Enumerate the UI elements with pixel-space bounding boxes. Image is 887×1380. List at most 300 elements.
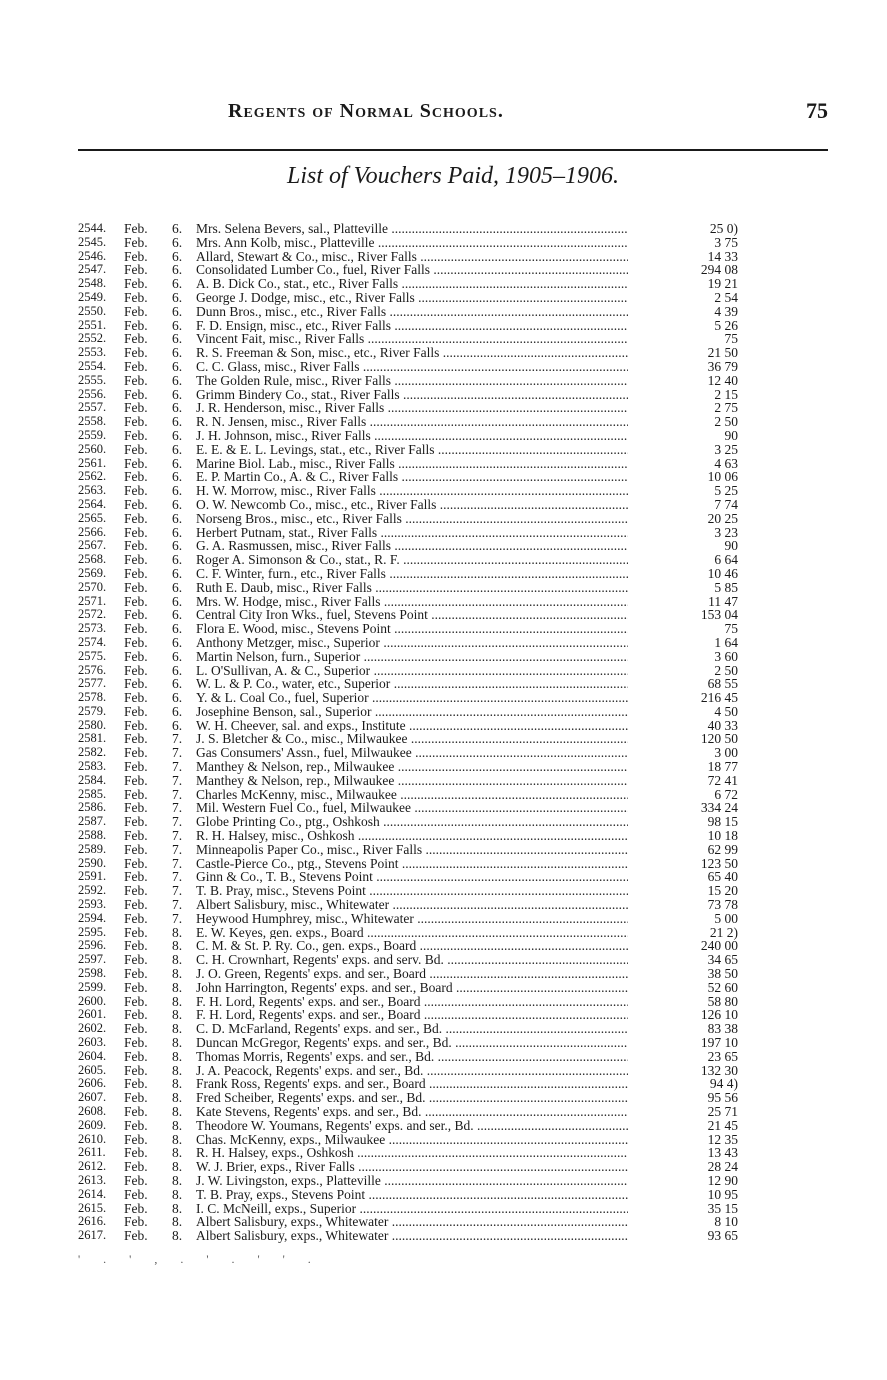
voucher-number: 2583.	[78, 759, 107, 774]
voucher-amount: 35 15	[707, 1200, 738, 1216]
voucher-description: F. H. Lord, Regents' exps. and ser., Board .....	[196, 1008, 628, 1022]
voucher-row	[78, 1050, 738, 1064]
voucher-day: 8.	[172, 952, 183, 968]
voucher-amount: 123 50	[700, 855, 738, 871]
voucher-description: Albert Salisbury, misc., Whitewater .....	[196, 898, 628, 912]
voucher-amount: 93 65	[707, 1228, 738, 1244]
voucher-description: Josephine Benson, sal., Superior .....	[196, 705, 628, 719]
voucher-month: Feb.	[124, 800, 148, 816]
voucher-month: Feb.	[124, 358, 148, 374]
voucher-row	[78, 774, 738, 788]
voucher-day: 6.	[172, 276, 183, 292]
voucher-number: 2606.	[78, 1076, 107, 1091]
voucher-day: 7.	[172, 772, 183, 788]
voucher-number: 2586.	[78, 800, 107, 815]
voucher-number: 2613.	[78, 1172, 107, 1187]
voucher-month: Feb.	[124, 469, 148, 485]
voucher-month: Feb.	[124, 676, 148, 692]
voucher-day: 8.	[172, 1159, 183, 1175]
voucher-month: Feb.	[124, 814, 148, 830]
voucher-description: Mrs. Selena Bevers, sal., Platteville .....	[196, 222, 628, 236]
voucher-month: Feb.	[124, 1048, 148, 1064]
voucher-amount: 62 99	[707, 841, 738, 857]
voucher-description: Mrs. Ann Kolb, misc., Platteville .....	[196, 236, 628, 250]
voucher-description: F. H. Lord, Regents' exps. and ser., Board .....	[196, 995, 628, 1009]
voucher-amount: 94 4)	[709, 1076, 738, 1092]
voucher-row	[78, 374, 738, 388]
voucher-amount: 6 72	[714, 786, 738, 802]
voucher-amount: 10 46	[707, 565, 738, 581]
voucher-description: J. R. Henderson, misc., River Falls .....	[196, 401, 628, 415]
voucher-number: 2576.	[78, 662, 107, 677]
voucher-amount: 5 00	[714, 910, 738, 926]
voucher-description: Marine Biol. Lab., misc., River Falls .....	[196, 457, 628, 471]
page-number: 75	[806, 98, 828, 123]
voucher-description: C. D. McFarland, Regents' exps. and ser., Bd. .....	[196, 1022, 628, 1036]
voucher-number: 2603.	[78, 1035, 107, 1050]
voucher-day: 6.	[172, 565, 183, 581]
voucher-number: 2573.	[78, 621, 107, 636]
voucher-month: Feb.	[124, 345, 148, 361]
voucher-amount: 21 50	[707, 345, 738, 361]
voucher-month: Feb.	[124, 607, 148, 623]
voucher-month: Feb.	[124, 1200, 148, 1216]
voucher-description: R. N. Jensen, misc., River Falls .....	[196, 415, 628, 429]
voucher-row	[78, 719, 738, 733]
voucher-amount: 90	[724, 427, 738, 443]
voucher-day: 6.	[172, 690, 183, 706]
voucher-amount: 3 25	[714, 441, 738, 457]
voucher-amount: 2 75	[714, 400, 738, 416]
voucher-day: 6.	[172, 386, 183, 402]
voucher-row	[78, 319, 738, 333]
voucher-row	[78, 788, 738, 802]
voucher-amount: 4 50	[714, 703, 738, 719]
voucher-amount: 95 56	[707, 1090, 738, 1106]
voucher-month: Feb.	[124, 276, 148, 292]
voucher-month: Feb.	[124, 400, 148, 416]
voucher-month: Feb.	[124, 524, 148, 540]
voucher-amount: 126 10	[700, 1007, 738, 1023]
voucher-number: 2602.	[78, 1021, 107, 1036]
voucher-description: Minneapolis Paper Co., misc., River Falls .....	[196, 843, 628, 857]
voucher-description: Grimm Bindery Co., stat., River Falls .....	[196, 388, 628, 402]
voucher-day: 7.	[172, 869, 183, 885]
voucher-day: 8.	[172, 1021, 183, 1037]
voucher-description: E. E. & E. L. Levings, stat., etc., River Falls .....	[196, 443, 628, 457]
voucher-month: Feb.	[124, 317, 148, 333]
voucher-month: Feb.	[124, 1117, 148, 1133]
voucher-amount: 83 38	[707, 1021, 738, 1037]
voucher-description: E. W. Keyes, gen. exps., Board .....	[196, 926, 628, 940]
voucher-row	[78, 967, 738, 981]
voucher-description: J. W. Livingston, exps., Platteville .....	[196, 1174, 628, 1188]
voucher-row	[78, 277, 738, 291]
voucher-amount: 3 75	[714, 234, 738, 250]
voucher-row	[78, 608, 738, 622]
voucher-number: 2593.	[78, 897, 107, 912]
voucher-row	[78, 926, 738, 940]
voucher-amount: 15 20	[707, 883, 738, 899]
voucher-row	[78, 829, 738, 843]
voucher-number: 2600.	[78, 993, 107, 1008]
voucher-row	[78, 898, 738, 912]
voucher-description: E. P. Martin Co., A. & C., River Falls .....	[196, 470, 628, 484]
voucher-amount: 7 74	[714, 496, 738, 512]
voucher-description: Thomas Morris, Regents' exps. and ser., Bd. .....	[196, 1050, 628, 1064]
voucher-row	[78, 981, 738, 995]
voucher-row	[78, 305, 738, 319]
voucher-description: Allard, Stewart & Co., misc., River Falls .....	[196, 250, 628, 264]
voucher-number: 2592.	[78, 883, 107, 898]
voucher-amount: 2 50	[714, 414, 738, 430]
voucher-number: 2587.	[78, 814, 107, 829]
voucher-amount: 58 80	[707, 993, 738, 1009]
voucher-number: 2559.	[78, 427, 107, 442]
voucher-number: 2591.	[78, 869, 107, 884]
voucher-number: 2557.	[78, 400, 107, 415]
voucher-number: 2569.	[78, 565, 107, 580]
voucher-amount: 20 25	[707, 510, 738, 526]
voucher-description: J. O. Green, Regents' exps. and ser., Board .....	[196, 967, 628, 981]
voucher-month: Feb.	[124, 828, 148, 844]
voucher-description: Anthony Metzger, misc., Superior .....	[196, 636, 628, 650]
voucher-amount: 25 0)	[709, 221, 738, 236]
voucher-month: Feb.	[124, 648, 148, 664]
voucher-number: 2581.	[78, 731, 107, 746]
voucher-row	[78, 222, 738, 236]
voucher-row	[78, 291, 738, 305]
voucher-row	[78, 498, 738, 512]
voucher-day: 8.	[172, 1145, 183, 1161]
voucher-number: 2549.	[78, 289, 107, 304]
voucher-day: 8.	[172, 993, 183, 1009]
voucher-number: 2558.	[78, 414, 107, 429]
voucher-row	[78, 995, 738, 1009]
voucher-table	[78, 222, 738, 1243]
voucher-month: Feb.	[124, 331, 148, 347]
voucher-number: 2584.	[78, 772, 107, 787]
voucher-day: 6.	[172, 400, 183, 416]
voucher-row	[78, 746, 738, 760]
voucher-month: Feb.	[124, 234, 148, 250]
voucher-day: 7.	[172, 759, 183, 775]
voucher-amount: 2 54	[714, 289, 738, 305]
voucher-row	[78, 1008, 738, 1022]
voucher-row	[78, 470, 738, 484]
voucher-month: Feb.	[124, 289, 148, 305]
voucher-row	[78, 1091, 738, 1105]
voucher-month: Feb.	[124, 924, 148, 940]
voucher-day: 6.	[172, 441, 183, 457]
voucher-amount: 25 71	[707, 1104, 738, 1119]
voucher-number: 2566.	[78, 524, 107, 539]
voucher-month: Feb.	[124, 1186, 148, 1202]
voucher-day: 8.	[172, 1172, 183, 1188]
voucher-amount: 4 63	[714, 455, 738, 471]
voucher-amount: 216 45	[700, 690, 738, 706]
header-rule	[78, 149, 828, 151]
voucher-month: Feb.	[124, 621, 148, 637]
voucher-number: 2565.	[78, 510, 107, 525]
voucher-month: Feb.	[124, 952, 148, 968]
voucher-month: Feb.	[124, 1159, 148, 1175]
voucher-day: 6.	[172, 621, 183, 637]
voucher-description: G. A. Rasmussen, misc., River Falls .....	[196, 539, 628, 553]
voucher-day: 8.	[172, 924, 183, 940]
voucher-amount: 8 10	[714, 1214, 738, 1230]
voucher-amount: 36 79	[707, 358, 738, 374]
voucher-amount: 28 24	[707, 1159, 738, 1175]
voucher-description: W. L. & P. Co., water, etc., Superior .....	[196, 677, 628, 691]
voucher-month: Feb.	[124, 538, 148, 554]
voucher-month: Feb.	[124, 565, 148, 581]
voucher-number: 2572.	[78, 607, 107, 622]
voucher-description: Manthey & Nelson, rep., Milwaukee .....	[196, 774, 628, 788]
voucher-month: Feb.	[124, 979, 148, 995]
voucher-number: 2570.	[78, 579, 107, 594]
voucher-row	[78, 622, 738, 636]
voucher-description: J. H. Johnson, misc., River Falls .....	[196, 429, 628, 443]
voucher-amount: 294 08	[700, 262, 738, 278]
voucher-number: 2577.	[78, 676, 107, 691]
voucher-amount: 65 40	[707, 869, 738, 885]
voucher-description: George J. Dodge, misc., etc., River Falls .....	[196, 291, 628, 305]
voucher-day: 6.	[172, 345, 183, 361]
voucher-month: Feb.	[124, 496, 148, 512]
voucher-amount: 12 35	[707, 1131, 738, 1147]
voucher-row	[78, 953, 738, 967]
voucher-description: C. F. Winter, furn., etc., River Falls .....	[196, 567, 628, 581]
voucher-number: 2548.	[78, 276, 107, 291]
voucher-day: 6.	[172, 676, 183, 692]
voucher-number: 2560.	[78, 441, 107, 456]
voucher-day: 6.	[172, 331, 183, 347]
voucher-number: 2601.	[78, 1007, 107, 1022]
voucher-day: 7.	[172, 841, 183, 857]
voucher-day: 8.	[172, 1104, 183, 1119]
voucher-row	[78, 1215, 738, 1229]
voucher-description: J. A. Peacock, Regents' exps. and ser., Bd. .....	[196, 1064, 628, 1078]
voucher-number: 2604.	[78, 1048, 107, 1063]
voucher-row	[78, 677, 738, 691]
voucher-number: 2598.	[78, 966, 107, 981]
voucher-row	[78, 1174, 738, 1188]
voucher-day: 7.	[172, 745, 183, 761]
voucher-amount: 240 00	[700, 938, 738, 954]
voucher-day: 8.	[172, 1117, 183, 1133]
voucher-amount: 3 23	[714, 524, 738, 540]
voucher-row	[78, 553, 738, 567]
voucher-number: 2555.	[78, 372, 107, 387]
voucher-amount: 10 18	[707, 828, 738, 844]
voucher-number: 2596.	[78, 938, 107, 953]
voucher-amount: 40 33	[707, 717, 738, 733]
voucher-amount: 10 95	[707, 1186, 738, 1202]
voucher-day: 6.	[172, 262, 183, 278]
voucher-description: I. C. McNeill, exps., Superior .....	[196, 1202, 628, 1216]
voucher-amount: 75	[724, 331, 738, 347]
voucher-description: O. W. Newcomb Co., misc., etc., River Falls .....	[196, 498, 628, 512]
voucher-number: 2612.	[78, 1159, 107, 1174]
voucher-row	[78, 1202, 738, 1216]
voucher-description: Ginn & Co., T. B., Stevens Point .....	[196, 870, 628, 884]
voucher-number: 2615.	[78, 1200, 107, 1215]
voucher-row	[78, 401, 738, 415]
voucher-day: 8.	[172, 1076, 183, 1092]
voucher-month: Feb.	[124, 772, 148, 788]
voucher-amount: 38 50	[707, 966, 738, 982]
voucher-row	[78, 346, 738, 360]
voucher-row	[78, 388, 738, 402]
voucher-description: Albert Salisbury, exps., Whitewater .....	[196, 1215, 628, 1229]
voucher-number: 2571.	[78, 593, 107, 608]
voucher-day: 6.	[172, 427, 183, 443]
voucher-description: Norseng Bros., misc., etc., River Falls .....	[196, 512, 628, 526]
voucher-amount: 34 65	[707, 952, 738, 968]
voucher-amount: 120 50	[700, 731, 738, 747]
voucher-day: 6.	[172, 289, 183, 305]
voucher-month: Feb.	[124, 938, 148, 954]
voucher-number: 2556.	[78, 386, 107, 401]
voucher-row	[78, 1036, 738, 1050]
voucher-month: Feb.	[124, 759, 148, 775]
voucher-day: 8.	[172, 1090, 183, 1106]
voucher-number: 2544.	[78, 221, 107, 235]
voucher-month: Feb.	[124, 786, 148, 802]
voucher-day: 8.	[172, 1062, 183, 1078]
voucher-day: 6.	[172, 469, 183, 485]
voucher-row	[78, 1160, 738, 1174]
voucher-day: 6.	[172, 496, 183, 512]
voucher-month: Feb.	[124, 1076, 148, 1092]
voucher-description: C. C. Glass, misc., River Falls .....	[196, 360, 628, 374]
voucher-row	[78, 760, 738, 774]
voucher-month: Feb.	[124, 841, 148, 857]
voucher-day: 6.	[172, 510, 183, 526]
voucher-row	[78, 1119, 738, 1133]
voucher-month: Feb.	[124, 993, 148, 1009]
voucher-day: 7.	[172, 897, 183, 913]
voucher-month: Feb.	[124, 1007, 148, 1023]
voucher-day: 7.	[172, 731, 183, 747]
voucher-amount: 5 25	[714, 483, 738, 499]
voucher-day: 7.	[172, 786, 183, 802]
voucher-row	[78, 1064, 738, 1078]
voucher-amount: 12 90	[707, 1172, 738, 1188]
voucher-day: 8.	[172, 966, 183, 982]
voucher-number: 2585.	[78, 786, 107, 801]
voucher-row	[78, 360, 738, 374]
voucher-row	[78, 1077, 738, 1091]
voucher-row	[78, 250, 738, 264]
voucher-description: Kate Stevens, Regents' exps. and ser., Bd. .....	[196, 1105, 628, 1119]
voucher-month: Feb.	[124, 1172, 148, 1188]
voucher-amount: 19 21	[707, 276, 738, 292]
voucher-amount: 21 2)	[709, 924, 738, 940]
voucher-number: 2564.	[78, 496, 107, 511]
voucher-month: Feb.	[124, 1214, 148, 1230]
voucher-amount: 334 24	[700, 800, 738, 816]
voucher-number: 2574.	[78, 634, 107, 649]
voucher-row	[78, 1229, 738, 1243]
voucher-day: 8.	[172, 938, 183, 954]
voucher-amount: 1 64	[714, 634, 738, 650]
voucher-month: Feb.	[124, 690, 148, 706]
voucher-row	[78, 1133, 738, 1147]
voucher-description: Gas Consumers' Assn., fuel, Milwaukee .....	[196, 746, 628, 760]
voucher-number: 2568.	[78, 552, 107, 567]
voucher-row	[78, 870, 738, 884]
voucher-amount: 4 39	[714, 303, 738, 319]
voucher-day: 8.	[172, 1035, 183, 1051]
voucher-month: Feb.	[124, 966, 148, 982]
voucher-amount: 21 45	[707, 1117, 738, 1133]
voucher-number: 2553.	[78, 345, 107, 360]
voucher-day: 8.	[172, 1131, 183, 1147]
voucher-description: Manthey & Nelson, rep., Milwaukee .....	[196, 760, 628, 774]
voucher-description: T. B. Pray, exps., Stevens Point .....	[196, 1188, 628, 1202]
voucher-month: Feb.	[124, 897, 148, 913]
voucher-description: Herbert Putnam, stat., River Falls .....	[196, 526, 628, 540]
voucher-row	[78, 636, 738, 650]
voucher-month: Feb.	[124, 427, 148, 443]
voucher-number: 2547.	[78, 262, 107, 277]
voucher-month: Feb.	[124, 883, 148, 899]
voucher-amount: 3 00	[714, 745, 738, 761]
voucher-month: Feb.	[124, 1104, 148, 1119]
voucher-number: 2605.	[78, 1062, 107, 1077]
voucher-amount: 5 26	[714, 317, 738, 333]
page-header	[78, 98, 828, 128]
voucher-month: Feb.	[124, 731, 148, 747]
voucher-row	[78, 443, 738, 457]
voucher-day: 6.	[172, 455, 183, 471]
voucher-description: The Golden Rule, misc., River Falls .....	[196, 374, 628, 388]
voucher-number: 2561.	[78, 455, 107, 470]
voucher-number: 2545.	[78, 234, 107, 249]
voucher-month: Feb.	[124, 1228, 148, 1244]
voucher-row	[78, 539, 738, 553]
voucher-day: 6.	[172, 648, 183, 664]
voucher-amount: 90	[724, 538, 738, 554]
voucher-day: 6.	[172, 717, 183, 733]
voucher-amount: 12 40	[707, 372, 738, 388]
voucher-day: 6.	[172, 662, 183, 678]
voucher-number: 2589.	[78, 841, 107, 856]
voucher-day: 6.	[172, 538, 183, 554]
voucher-amount: 72 41	[707, 772, 738, 788]
voucher-day: 6.	[172, 372, 183, 388]
voucher-month: Feb.	[124, 262, 148, 278]
voucher-day: 6.	[172, 358, 183, 374]
voucher-description: R. H. Halsey, exps., Oshkosh .....	[196, 1146, 628, 1160]
voucher-day: 6.	[172, 483, 183, 499]
voucher-description: Roger A. Simonson & Co., stat., R. F. .....	[196, 553, 628, 567]
voucher-description: Mil. Western Fuel Co., fuel, Milwaukee .....	[196, 801, 628, 815]
voucher-amount: 2 50	[714, 662, 738, 678]
voucher-number: 2563.	[78, 483, 107, 498]
voucher-month: Feb.	[124, 1090, 148, 1106]
voucher-row	[78, 457, 738, 471]
voucher-day: 6.	[172, 234, 183, 250]
voucher-month: Feb.	[124, 1131, 148, 1147]
voucher-month: Feb.	[124, 634, 148, 650]
voucher-description: Castle-Pierce Co., ptg., Stevens Point .....	[196, 857, 628, 871]
voucher-row	[78, 429, 738, 443]
voucher-description: John Harrington, Regents' exps. and ser., Board .....	[196, 981, 628, 995]
voucher-row	[78, 939, 738, 953]
